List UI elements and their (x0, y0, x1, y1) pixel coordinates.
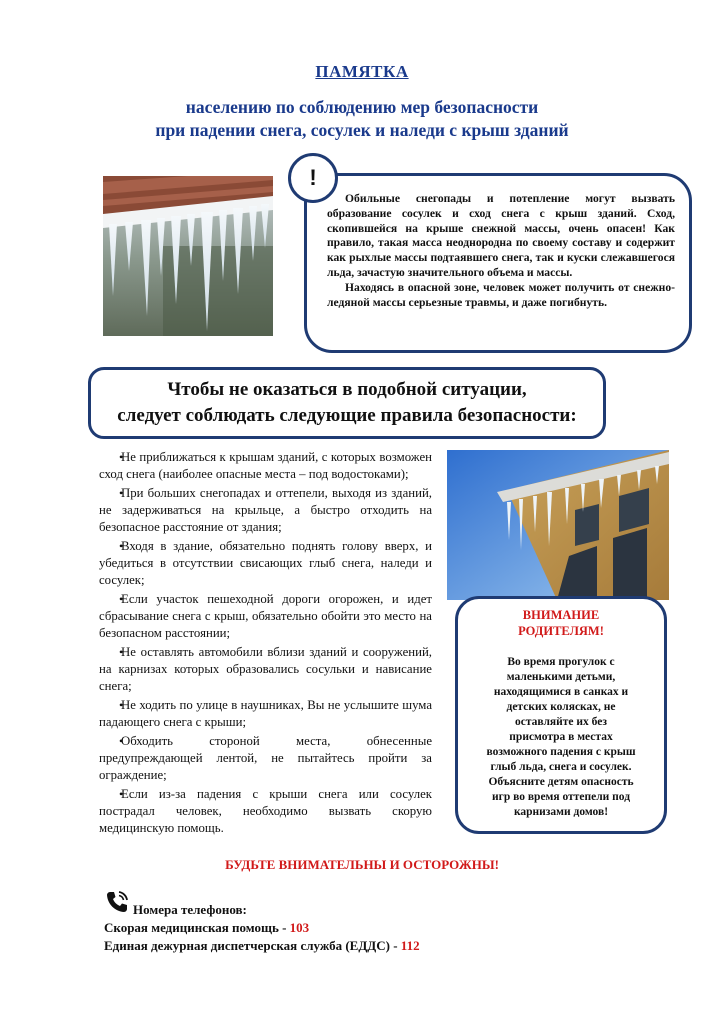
phone-number: 103 (289, 920, 310, 935)
phones-label: Номера телефонов: (133, 902, 247, 917)
exclamation-icon: ! (288, 153, 338, 203)
list-item: • Входя в здание, обязательно поднять голову вверх, и убедиться в отсутствии свисающих глыб снега, наледи и сосулек; (99, 538, 432, 589)
parents-text-line: карнизами домов! (513, 806, 609, 818)
parents-text-line: детских колясках, не (506, 701, 616, 713)
page-subtitle (0, 96, 724, 142)
danger-info-box (304, 173, 692, 353)
phone-icon (104, 889, 130, 915)
parents-title (458, 607, 664, 639)
list-item: • При больших снегопадах и оттепели, выходя из зданий, не задерживаться на крыльце, а быстро отходить на безопасное расстояние от здания; (99, 485, 432, 536)
icicles-roof-photo (103, 176, 273, 336)
parents-title-line: ВНИМАНИЕ (522, 608, 600, 622)
info-paragraph: Обильные снегопады и потепление могут вызвать образование сосулек и сход снега с крыш зданий. Сход, скопившейся на крыше снежной массы, очень опасен! Как правило, такая масса неоднородна по своему составу и содержит как рыхлые массы подтаявшего снега, так и куски слежавшегося льда, зачастую значительного объема и массы. (327, 192, 675, 279)
parents-text-line: возможного падения с крыш (486, 746, 636, 758)
building-icicles-photo (447, 450, 669, 600)
rules-heading-line: следует соблюдать следующие правила безопасности: (117, 405, 577, 426)
parents-text-line: находящимися в санках и (493, 686, 629, 698)
subtitle-line: при падении снега, сосулек и наледи с крыш зданий (155, 120, 569, 140)
subtitle-line: населению по соблюдению мер безопасности (185, 97, 539, 117)
list-item: • Не приближаться к крышам зданий, с которых возможен сход снега (наиболее опасные места – под водостоками); (99, 449, 432, 483)
phone-number: 112 (400, 938, 420, 953)
list-item: • Обходить стороной места, обнесенные предупреждающей лентой, не пытайтесь пройти за ограждение; (99, 733, 432, 784)
info-paragraph: Находясь в опасной зоне, человек может получить от снежно-ледяной массы серьезные травмы, и даже погибнуть. (327, 280, 675, 309)
parents-title-line: РОДИТЕЛЯМ! (518, 624, 604, 638)
phone-ambulance (104, 920, 309, 936)
rules-heading-box (88, 367, 606, 439)
safety-rules-list (99, 449, 432, 839)
parents-text-line: игр во время оттепели под (491, 791, 631, 803)
phone-edds (104, 938, 420, 954)
parents-text-line: маленькими детьми, (506, 671, 616, 683)
parents-text-line: оставляйте их без (515, 716, 607, 728)
list-item: • Если из-за падения с крыши снега или сосулек пострадал человек, необходимо вызвать скорую медицинскую помощь. (99, 786, 432, 837)
parents-warning-box (455, 596, 667, 834)
page-title: ПАМЯТКА (315, 62, 409, 81)
parents-text-line: присмотра в местах (509, 731, 613, 743)
rules-heading-line: Чтобы не оказаться в подобной ситуации, (167, 379, 527, 400)
phone-service-name: Единая дежурная диспетчерская служба (ЕДДС) - (104, 938, 401, 953)
list-item: • Не оставлять автомобили вблизи зданий и сооружений, на карнизах которых образовались сосульки и нависание снега; (99, 644, 432, 695)
parents-text (458, 655, 664, 820)
list-item: • Если участок пешеходной дороги огорожен, и идет сбрасывание снега с крыш, обязательно обойти это место на безопасном расстоянии; (99, 591, 432, 642)
parents-text-line: Во время прогулок с (507, 656, 615, 668)
list-item: • Не ходить по улице в наушниках, Вы не услышите шума падающего снега с крыши; (99, 697, 432, 731)
warning-text: БУДЬТЕ ВНИМАТЕЛЬНЫ И ОСТОРОЖНЫ! (225, 857, 499, 872)
parents-text-line: Объясните детям опасность (488, 776, 634, 788)
phone-service-name: Скорая медицинская помощь - (104, 920, 290, 935)
parents-text-line: глыб льда, снега и сосулек. (490, 761, 632, 773)
